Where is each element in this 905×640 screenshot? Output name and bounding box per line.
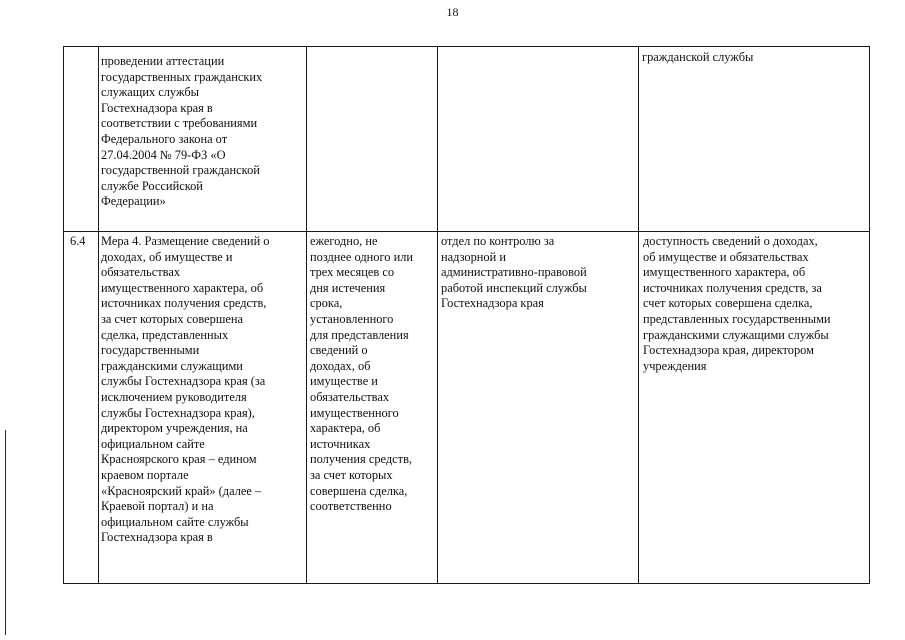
page-number: 18 bbox=[446, 5, 459, 19]
cell-result bbox=[639, 47, 870, 232]
table-row-6-4 bbox=[64, 232, 870, 584]
cell-number bbox=[64, 47, 99, 232]
cell-responsible-text: отдел по контролю за надзорной и административно-правовой работой инспекций службы Гостехнадзора края bbox=[441, 234, 587, 311]
cell-deadline bbox=[307, 232, 438, 584]
cell-responsible-text bbox=[438, 47, 638, 231]
cell-deadline-text: ежегодно, не позднее одного или трех месяцев со дня истечения срока, установленного для представления сведений о доходах, об имуществе и обязательствах имущественного характера, об источниках получения средств, за счет которых совершена сделка, соответственно bbox=[310, 234, 414, 514]
cell-deadline-text bbox=[307, 47, 437, 231]
cell-result bbox=[639, 232, 870, 584]
cell-result-text: доступность сведений о доходах, об имуществе и обязательствах имущественного характера, об источниках получения средств, за счет которых совершена сделка, представленных государственными гражданскими служащими службы Гостехнадзора края, директором учреждения bbox=[643, 234, 831, 373]
cell-measure-text: проведении аттестации государственных гражданских служащих службы Гостехнадзора края в соответствии с требованиями Федерального закона от 27.04.2004 № 79-ФЗ «О государственной гражданской службе Российской Федерации» bbox=[101, 54, 263, 209]
cell-number bbox=[64, 232, 99, 584]
cell-measure bbox=[99, 232, 307, 584]
table-row-continuation bbox=[64, 47, 870, 232]
cell-result-text: гражданской службы bbox=[642, 50, 754, 64]
cell-responsible bbox=[438, 232, 639, 584]
cell-measure bbox=[99, 47, 307, 232]
cell-measure-text: Мера 4. Размещение сведений о доходах, об имуществе и обязательствах имущественного характера, об источниках получения средств, за счет которых совершена сделка, представленных государственными гражданскими служащими службы Гостехнадзора края (за исключением руководителя службы Гостехнадзора края), директором учреждения, на официальном сайте Красноярского края – едином краевом портале «Красноярский край» (далее – Краевой портал) и на официальном сайте службы Гостехнадзора края в bbox=[101, 234, 270, 545]
cell-deadline bbox=[307, 47, 438, 232]
measures-table bbox=[63, 46, 870, 584]
scan-edge-mark bbox=[5, 430, 6, 635]
cell-number-text: 6.4 bbox=[70, 234, 86, 248]
cell-responsible bbox=[438, 47, 639, 232]
cell-number-text bbox=[64, 47, 98, 231]
